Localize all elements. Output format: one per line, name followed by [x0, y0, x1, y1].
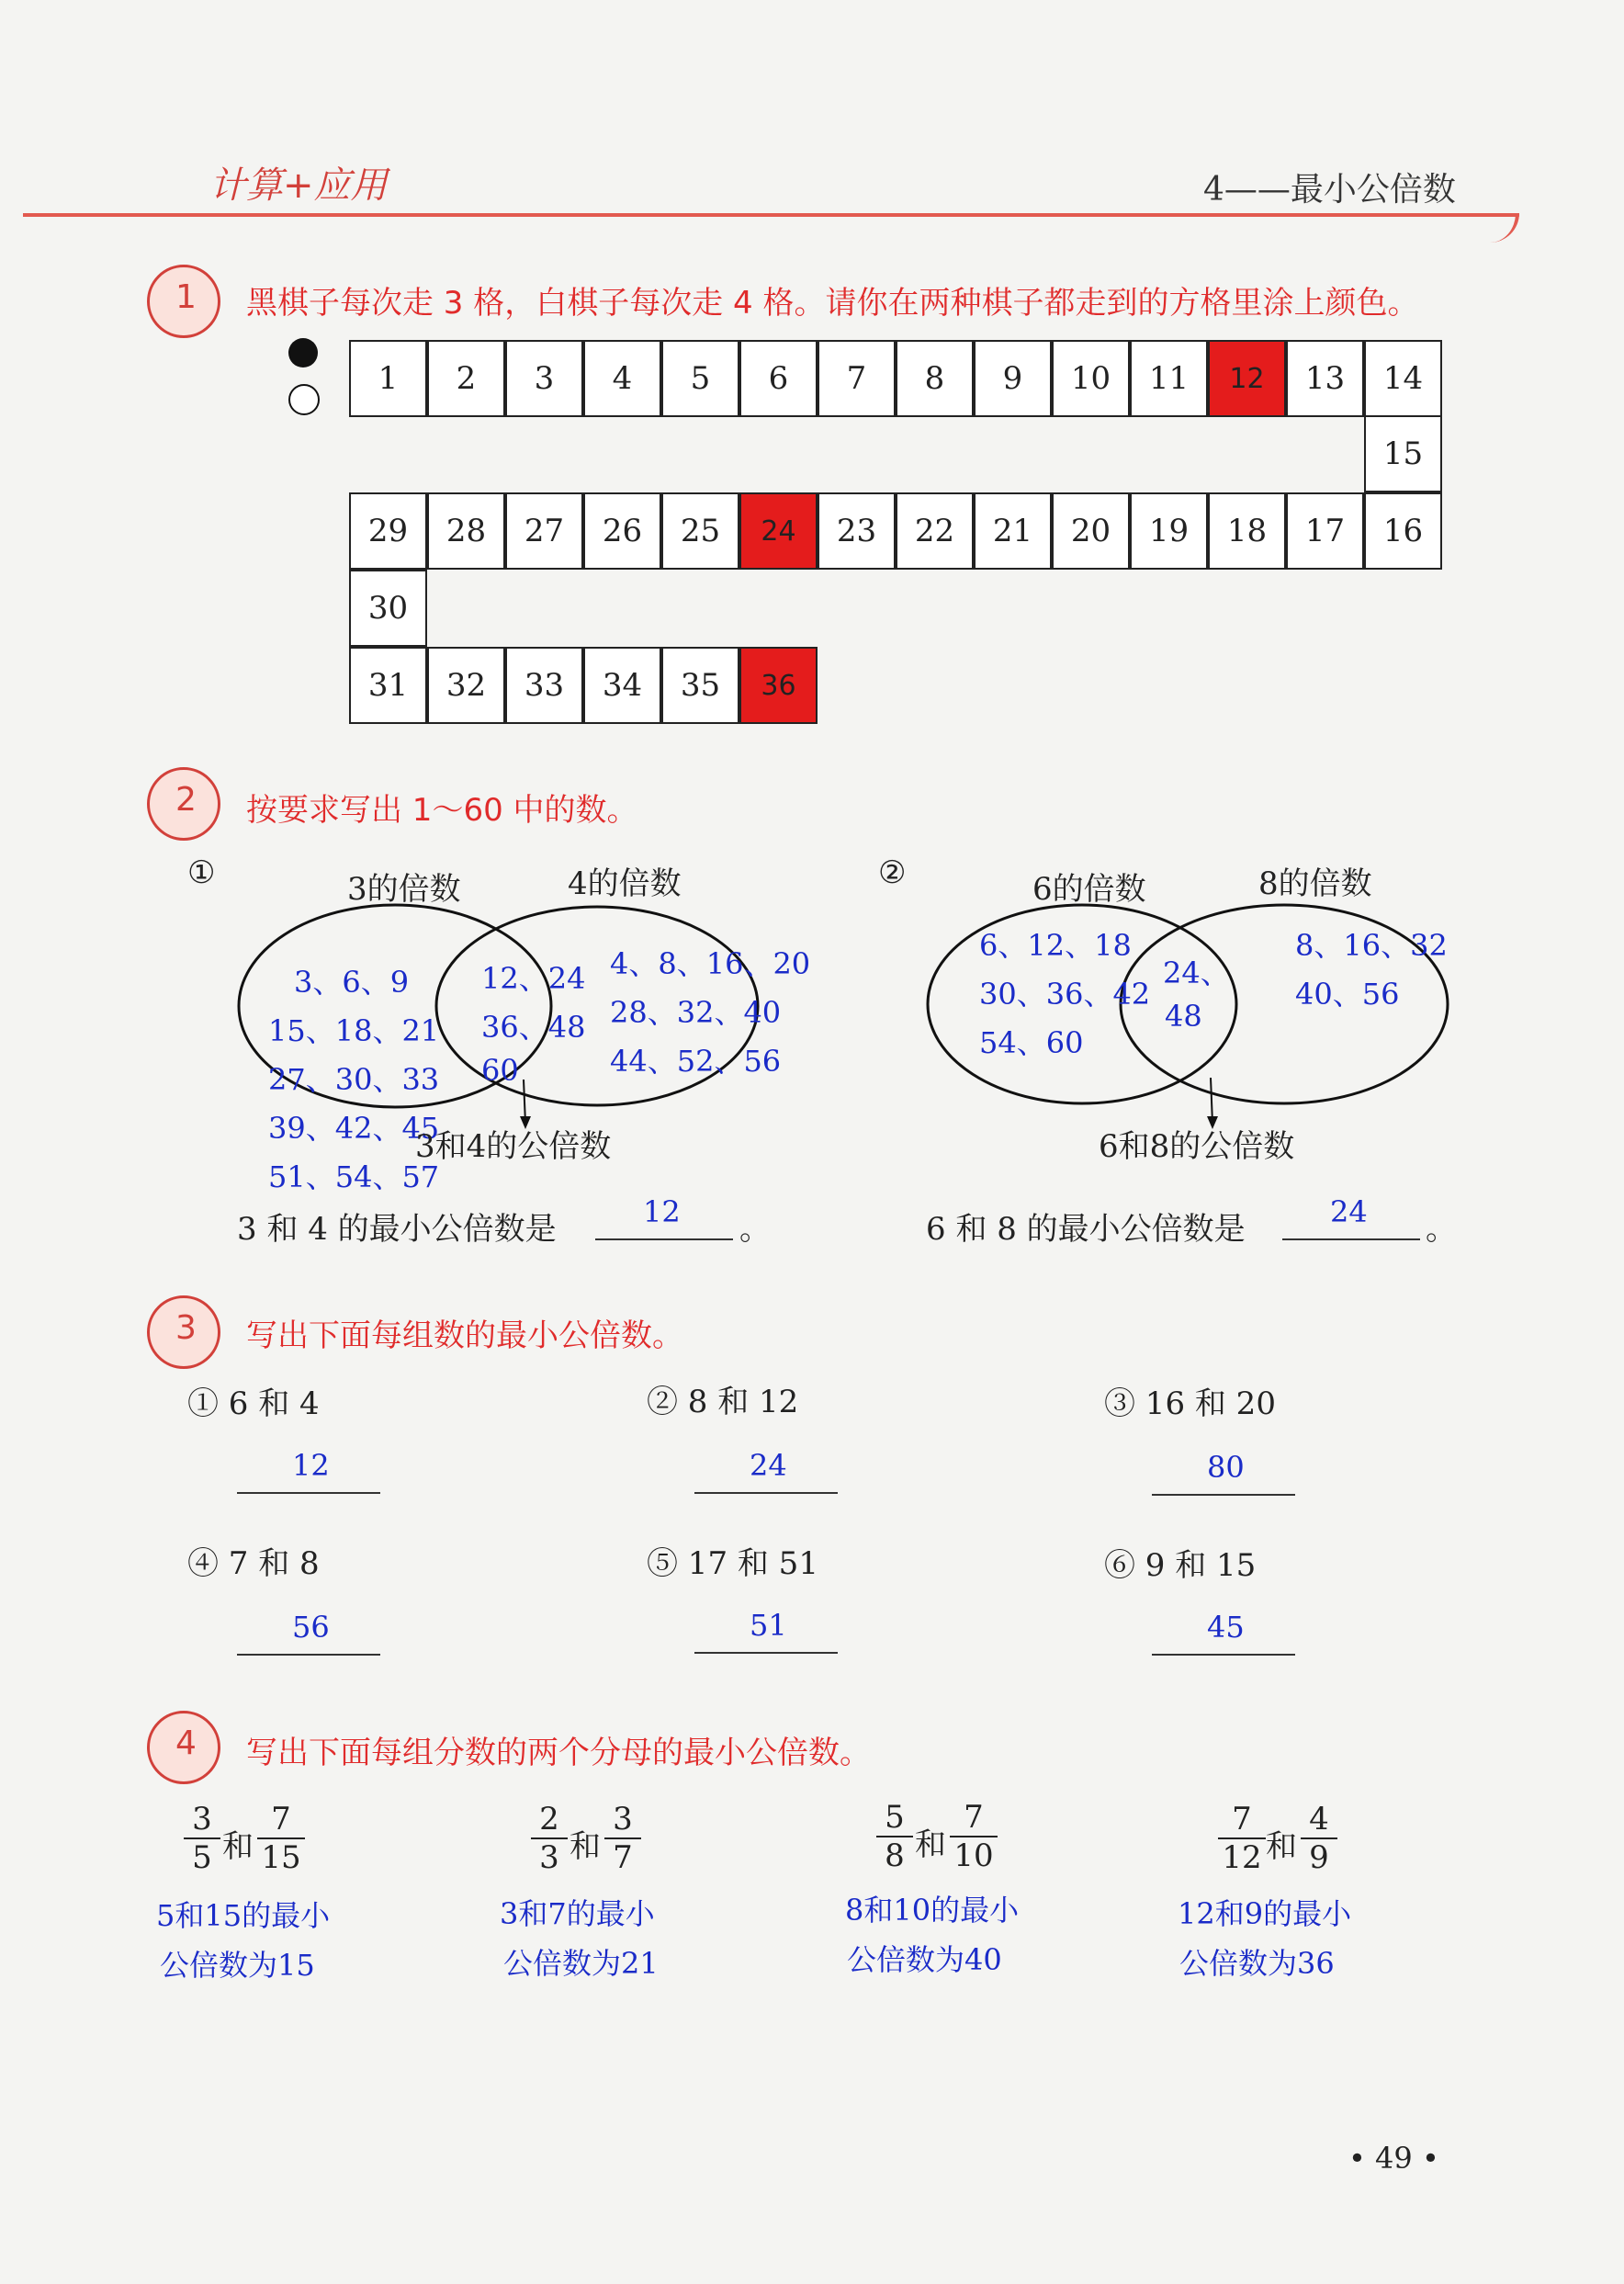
q4-answer-line2: 公倍数为15 — [160, 1948, 315, 1983]
board-cell: 18 — [1208, 492, 1286, 570]
venn2-left-row: 30、36、42 — [979, 977, 1151, 1012]
board-cell: 32 — [427, 647, 505, 724]
fraction: 7 15 — [257, 1801, 305, 1876]
venn1-left-row: 51、54、57 — [268, 1159, 440, 1194]
question-3-badge: 3 — [147, 1295, 220, 1369]
venn1-left-row: 3、6、9 — [294, 965, 410, 1000]
q3-item-label: ② 8 和 12 — [647, 1384, 799, 1420]
board-cell: 34 — [583, 647, 661, 724]
venn1-sentence: 3 和 4 的最小公倍数是 — [237, 1211, 557, 1248]
board-cell: 8 — [896, 340, 974, 417]
question-2-text: 按要求写出 1～60 中的数。 — [246, 792, 638, 829]
venn1-left-row: 15、18、21 — [268, 1013, 440, 1048]
board-cell: 1 — [349, 340, 427, 417]
q3-item-label: ⑤ 17 和 51 — [647, 1545, 818, 1582]
venn1-both-row: 60 — [481, 1053, 519, 1088]
question-1-text: 黑棋子每次走 3 格，白棋子每次走 4 格。请你在两种棋子都走到的方格里涂上颜色。 — [246, 285, 1419, 322]
q4-answer-line1: 5和15的最小 — [156, 1898, 331, 1933]
fraction-join: 和 — [570, 1828, 601, 1865]
venn1-answer: 12 — [643, 1194, 681, 1229]
venn2-answer: 24 — [1330, 1194, 1368, 1229]
fraction: 3 5 — [184, 1801, 220, 1876]
venn1-right-label: 4的倍数 — [568, 865, 682, 902]
fraction: 7 12 — [1218, 1801, 1266, 1876]
board-cell: 31 — [349, 647, 427, 724]
board-cell: 14 — [1364, 340, 1442, 417]
board-cell: 35 — [661, 647, 739, 724]
venn1-right-row: 28、32、40 — [610, 995, 782, 1030]
board-cell: 28 — [427, 492, 505, 570]
white-piece-icon — [288, 384, 320, 415]
header-title: 计算+应用 — [209, 164, 388, 207]
venn2-right-row: 8、16、32 — [1295, 928, 1448, 963]
board-cell: 26 — [583, 492, 661, 570]
board-cell: 10 — [1052, 340, 1130, 417]
board-cell: 29 — [349, 492, 427, 570]
q4-answer-line1: 8和10的最小 — [845, 1893, 1020, 1928]
page-number: • 49 • — [1348, 2141, 1439, 2176]
q3-answer: 45 — [1207, 1610, 1245, 1645]
board-cell: 7 — [818, 340, 896, 417]
board-cell: 4 — [583, 340, 661, 417]
question-1-badge: 1 — [147, 265, 220, 338]
board-cell: 13 — [1286, 340, 1364, 417]
board-cell: 33 — [505, 647, 583, 724]
board-cell: 19 — [1130, 492, 1208, 570]
venn2-left-row: 54、60 — [979, 1025, 1084, 1060]
board-cell: 6 — [739, 340, 818, 417]
venn2-right-row: 40、56 — [1295, 977, 1400, 1012]
fraction: 4 9 — [1301, 1801, 1337, 1876]
board-cell: 11 — [1130, 340, 1208, 417]
board-cell: 22 — [896, 492, 974, 570]
q3-answer: 51 — [750, 1608, 787, 1643]
board-cell: 16 — [1364, 492, 1442, 570]
q4-answer-line1: 12和9的最小 — [1178, 1896, 1352, 1931]
venn1-right-row: 44、52、56 — [610, 1044, 782, 1079]
board-cell: 3 — [505, 340, 583, 417]
q3-item-label: ⑥ 9 和 15 — [1104, 1547, 1257, 1584]
q4-answer-line2: 公倍数为40 — [847, 1942, 1002, 1977]
question-4-badge: 4 — [147, 1711, 220, 1784]
venn2-right-label: 8的倍数 — [1258, 865, 1372, 902]
board-cell: 17 — [1286, 492, 1364, 570]
board-cell: 24 — [739, 492, 818, 570]
fraction: 3 7 — [604, 1801, 641, 1876]
board-cell: 21 — [974, 492, 1052, 570]
venn2-common-label: 6和8的公倍数 — [1099, 1128, 1295, 1165]
board-cell: 5 — [661, 340, 739, 417]
venn2-sentence: 6 和 8 的最小公倍数是 — [926, 1211, 1246, 1248]
venn2-marker: ② — [878, 854, 907, 891]
venn1-common-label: 3和4的公倍数 — [415, 1128, 612, 1165]
q3-answer: 80 — [1207, 1450, 1245, 1485]
q3-answer: 24 — [750, 1448, 787, 1483]
board-cell: 15 — [1364, 415, 1442, 492]
fraction: 7 10 — [950, 1799, 998, 1874]
venn1-left-row: 27、30、33 — [268, 1062, 440, 1097]
question-3-text: 写出下面每组数的最小公倍数。 — [246, 1317, 683, 1354]
q3-answer: 56 — [292, 1610, 330, 1645]
venn2-left-label: 6的倍数 — [1032, 871, 1146, 908]
fraction-join: 和 — [915, 1826, 946, 1863]
venn2-left-row: 6、12、18 — [979, 928, 1132, 963]
q3-answer: 12 — [292, 1448, 330, 1483]
board-cell: 25 — [661, 492, 739, 570]
q3-item-label: ③ 16 和 20 — [1104, 1385, 1276, 1422]
venn1-right-row: 4、8、16、20 — [610, 946, 811, 981]
question-4-text: 写出下面每组分数的两个分母的最小公倍数。 — [246, 1735, 871, 1771]
q4-answer-line2: 公倍数为36 — [1179, 1946, 1335, 1981]
question-2-badge: 2 — [147, 767, 220, 841]
venn1-both-row: 12、24 — [481, 961, 586, 996]
venn1-left-label: 3的倍数 — [347, 871, 461, 908]
board-cell: 36 — [739, 647, 818, 724]
header-rule — [23, 213, 1519, 243]
fraction-join: 和 — [1266, 1828, 1297, 1865]
fraction: 2 3 — [531, 1801, 568, 1876]
venn2-both-row: 48 — [1165, 999, 1202, 1034]
header-chapter: 4——最小公倍数 — [1203, 171, 1456, 209]
venn2-both-row: 24、 — [1163, 955, 1230, 990]
fraction-join: 和 — [222, 1828, 254, 1865]
fraction: 5 8 — [876, 1799, 913, 1874]
board-cell: 9 — [974, 340, 1052, 417]
venn1-marker: ① — [187, 854, 216, 891]
board-cell: 30 — [349, 570, 427, 647]
board-cell: 12 — [1208, 340, 1286, 417]
venn1-both-row: 36、48 — [481, 1010, 586, 1045]
black-piece-icon — [288, 338, 318, 367]
board-cell: 27 — [505, 492, 583, 570]
q4-answer-line1: 3和7的最小 — [500, 1896, 655, 1931]
board-cell: 2 — [427, 340, 505, 417]
venn1-period: 。 — [739, 1211, 771, 1248]
venn2-period: 。 — [1426, 1211, 1457, 1248]
board-cell: 20 — [1052, 492, 1130, 570]
q4-answer-line2: 公倍数为21 — [503, 1946, 659, 1981]
board-cell: 23 — [818, 492, 896, 570]
q3-item-label: ④ 7 和 8 — [187, 1545, 320, 1582]
q3-item-label: ① 6 和 4 — [187, 1385, 320, 1422]
venn1-left-row: 39、42、45 — [268, 1111, 440, 1146]
